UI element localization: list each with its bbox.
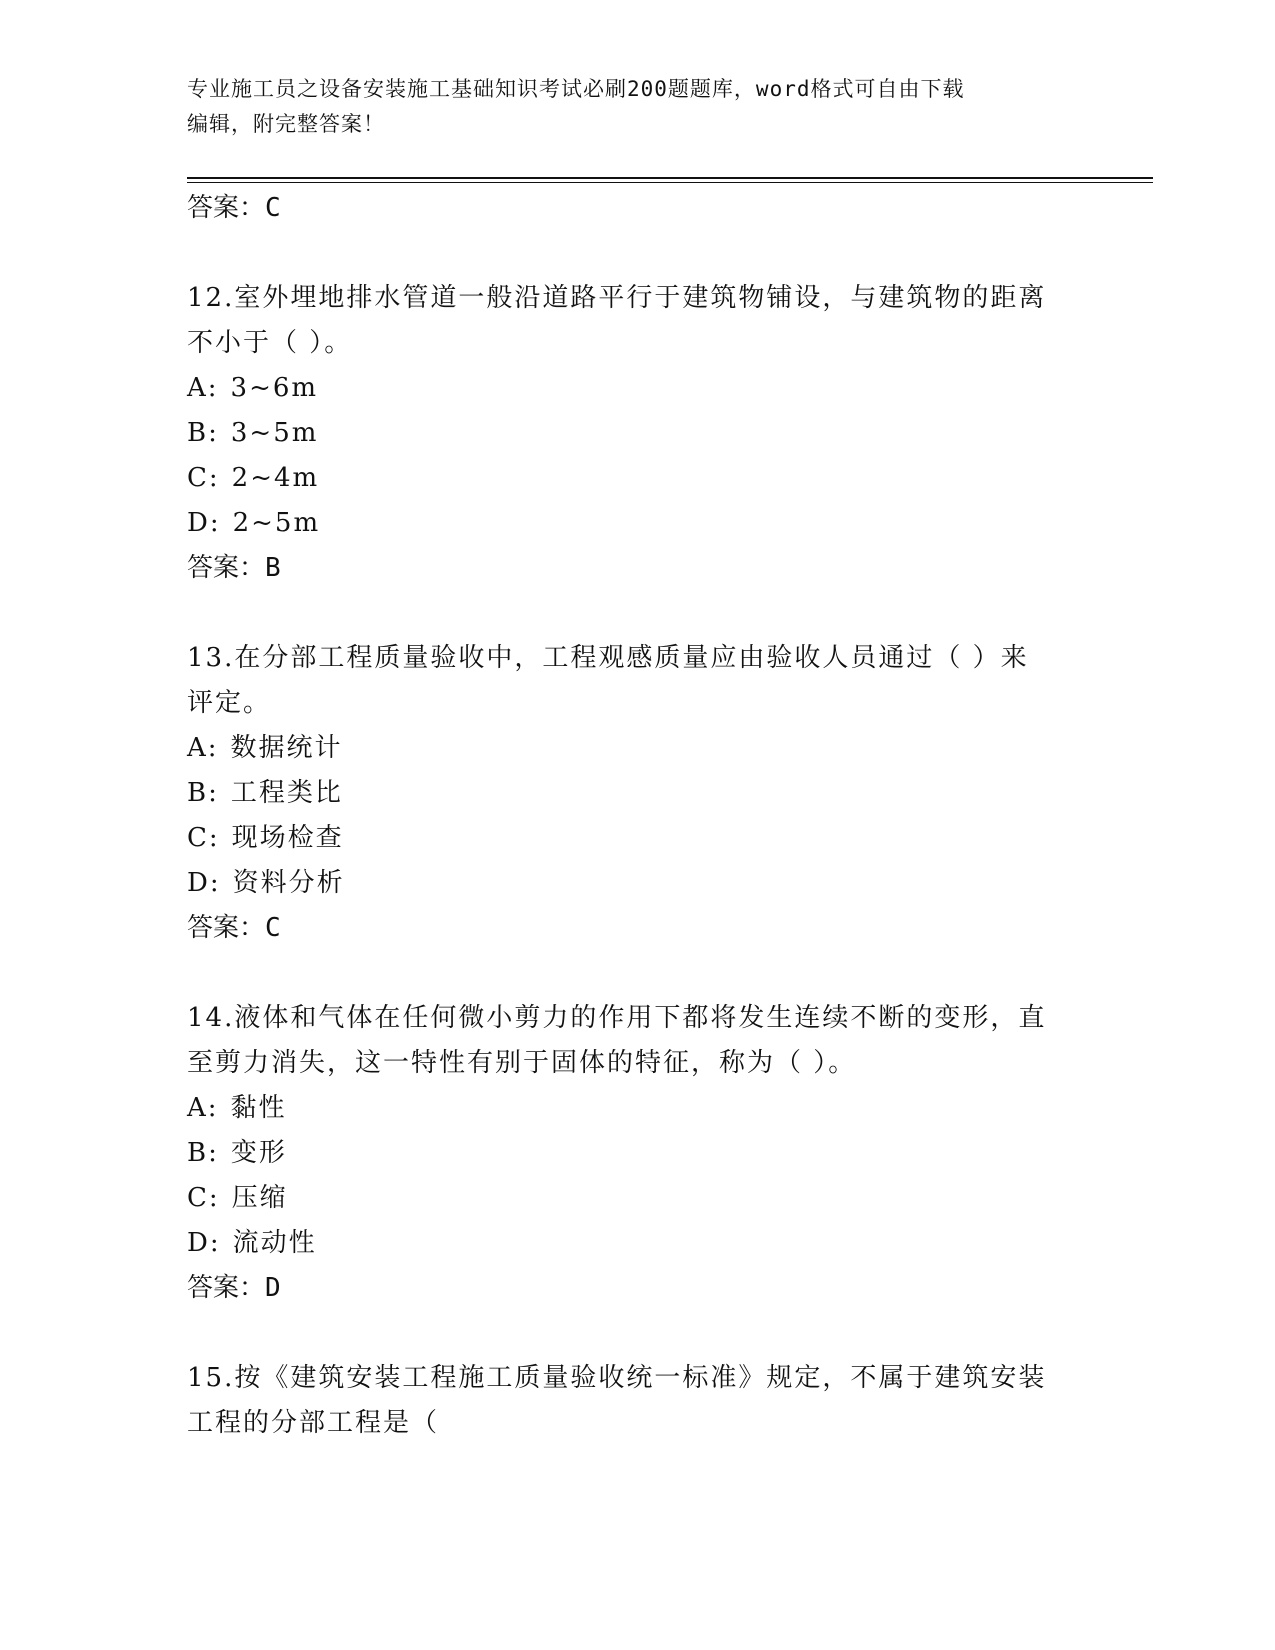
option-key: C:	[187, 1183, 220, 1213]
option-key: C:	[187, 463, 220, 493]
option-key: D:	[187, 868, 221, 898]
question-15-line-1: 15.按《建筑安装工程施工质量验收统一标准》规定，不属于建筑安装	[187, 1363, 1047, 1393]
question-12-option-d	[187, 507, 320, 539]
option-text: 黏性	[230, 1093, 287, 1123]
option-text: 压缩	[231, 1183, 288, 1213]
option-key: B:	[187, 778, 219, 808]
question-14-answer: 答案：D	[187, 1273, 281, 1303]
question-13-line-2: 评定。	[187, 688, 272, 718]
header-divider-thin	[187, 182, 1153, 183]
option-text: 3~5m	[230, 418, 319, 448]
option-text: 变形	[230, 1138, 287, 1168]
option-text: 2~5m	[232, 508, 321, 538]
question-12-line-1: 12.室外埋地排水管道一般沿道路平行于建筑物铺设，与建筑物的距离	[187, 283, 1047, 313]
option-text: 资料分析	[232, 868, 345, 898]
previous-answer: 答案：C	[187, 193, 281, 223]
question-14-option-c	[187, 1182, 288, 1214]
question-13-option-c	[187, 822, 344, 854]
question-13-answer: 答案：C	[187, 913, 281, 943]
option-key: A:	[187, 733, 219, 763]
option-key: D:	[187, 508, 221, 538]
option-key: A:	[187, 1093, 219, 1123]
option-text: 流动性	[232, 1228, 317, 1258]
question-14-line-2: 至剪力消失，这一特性有别于固体的特征，称为（ ）。	[187, 1048, 857, 1078]
option-key: A:	[187, 373, 219, 403]
question-13-option-d	[187, 867, 345, 899]
option-text: 3~6m	[230, 373, 319, 403]
question-12-option-c	[187, 462, 319, 494]
question-15-line-2: 工程的分部工程是（	[187, 1408, 440, 1438]
option-key: C:	[187, 823, 220, 853]
option-key: B:	[187, 1138, 219, 1168]
option-text: 2~4m	[231, 463, 320, 493]
option-key: D:	[187, 1228, 221, 1258]
header-line-1: 专业施工员之设备安装施工基础知识考试必刷200题题库，word格式可自由下载	[187, 77, 965, 101]
option-text: 现场检查	[231, 823, 344, 853]
question-12-option-b	[187, 417, 318, 449]
question-14-option-b	[187, 1137, 287, 1169]
document-header	[187, 72, 1067, 142]
question-13-option-a	[187, 732, 343, 764]
header-divider-thick	[187, 177, 1153, 179]
question-13-option-b	[187, 777, 343, 809]
option-key: B:	[187, 418, 219, 448]
question-12-option-a	[187, 372, 318, 404]
option-text: 工程类比	[230, 778, 343, 808]
question-12-answer: 答案：B	[187, 553, 281, 583]
question-14-line-1: 14.液体和气体在任何微小剪力的作用下都将发生连续不断的变形，直	[187, 1003, 1047, 1033]
question-14-option-d	[187, 1227, 317, 1259]
question-14-option-a	[187, 1092, 287, 1124]
option-text: 数据统计	[230, 733, 343, 763]
question-12-line-2: 不小于（ ）。	[187, 328, 353, 358]
question-13-line-1: 13.在分部工程质量验收中，工程观感质量应由验收人员通过（ ）来	[187, 643, 1029, 673]
header-line-2: 编辑，附完整答案！	[187, 112, 385, 136]
